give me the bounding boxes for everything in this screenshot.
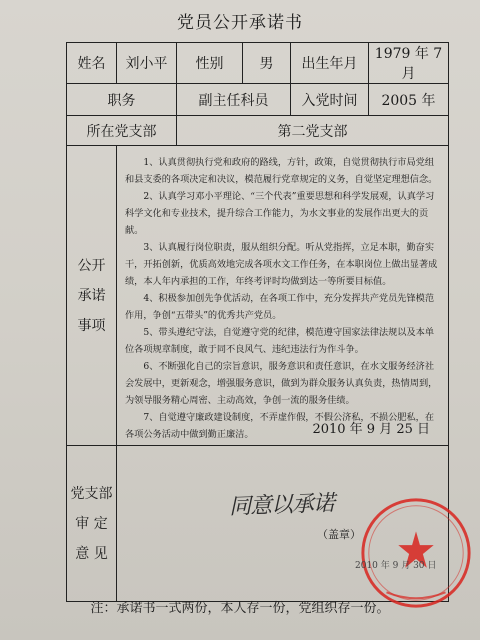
- handwritten-opinion: 同意以承诺: [228, 491, 335, 520]
- gender-value: 男: [243, 43, 291, 84]
- commitment-item: 6、不断强化自己的宗旨意识，服务意识和责任意识，在水文服务经济社会发展中，更新观念，增强服务意识，做到为群众服务认真负责，热情周到，为领导服务精心周密、主动高效，争创一流的服务佳绩。: [125, 361, 438, 406]
- commitment-item: 5、带头遵纪守法，自觉遵守党的纪律，模范遵守国家法律法规以及本单位各项规章制度，敢于同不良风气、违纪违法行为作斗争。: [125, 327, 435, 355]
- review-label-line: 审 定: [75, 515, 108, 532]
- review-opinion: [117, 446, 449, 602]
- birth-value: 1979 年 7 月: [369, 43, 449, 84]
- join-label: 入党时间: [291, 84, 369, 116]
- commitment-label-line: 承诺: [77, 287, 106, 304]
- commitment-label-line: 事项: [77, 317, 106, 334]
- commitment-item: 2、认真学习邓小平理论、“三个代表”重要思想和科学发展观，认真学习科学文化和专业技术，提升综合工作能力，为水文事业的发展作出更大的贡献。: [125, 191, 435, 236]
- commitment-label-line: 公开: [77, 257, 106, 274]
- commitment-item: 3、认真履行岗位职责，服从组织分配。听从党指挥，立足本职，勤奋实干，开拓创新，优质高效地完成各项水文工作任务，在本职岗位上做出显著成绩，本人年内承担的工作，年终考评时均做到达一等所要目标值。: [125, 242, 438, 287]
- review-label-line: 党支部: [70, 485, 113, 502]
- branch-value: 第二党支部: [177, 116, 449, 146]
- row-review: [67, 446, 449, 602]
- footer-note: 注：承诺书一式两份，本人存一份，党组织存一份。: [90, 601, 390, 616]
- commitment-item: 7、自觉遵守廉政建设制度，不弄虚作假，不假公济私，不损公肥私，在各项公务活动中做到勤正廉洁。: [125, 412, 435, 440]
- gender-label: 性别: [177, 43, 243, 84]
- position-label: 职务: [67, 84, 177, 116]
- row-commitment: [67, 146, 449, 446]
- commitment-item: 4、积极参加创先争优活动，在各项工作中，充分发挥共产党员先锋模范作用，争创“五带头”的优秀共产党员。: [125, 293, 435, 321]
- commitment-content: [117, 146, 449, 446]
- commitment-form-table: [66, 42, 449, 602]
- row-position: [67, 84, 449, 116]
- row-branch: [67, 116, 449, 146]
- review-label: [67, 446, 117, 602]
- name-label: 姓名: [67, 43, 117, 84]
- row-personal-info: [67, 43, 449, 84]
- commitment-date: 2010 年 9 月 25 日: [312, 422, 430, 437]
- position-value: 副主任科员: [177, 84, 291, 116]
- branch-label: 所在党支部: [67, 116, 177, 146]
- join-value: 2005 年: [369, 84, 449, 116]
- birth-label: 出生年月: [291, 43, 369, 84]
- seal-date: 2010 年 9 月 30 日: [355, 561, 437, 571]
- commitment-item: 1、认真贯彻执行党和政府的路线，方针，政策，自觉贯彻执行市局党组和县支委的各项决定和决议，模范履行党章规定的义务，自觉坚定理想信念。: [125, 157, 438, 185]
- name-value: 刘小平: [117, 43, 177, 84]
- seal-note: （盖章）: [317, 528, 361, 541]
- document-title: 党员公开承诺书: [177, 13, 303, 33]
- commitment-label: [67, 146, 117, 446]
- party-seal-stamp: [357, 494, 475, 612]
- review-label-line: 意 见: [75, 545, 108, 562]
